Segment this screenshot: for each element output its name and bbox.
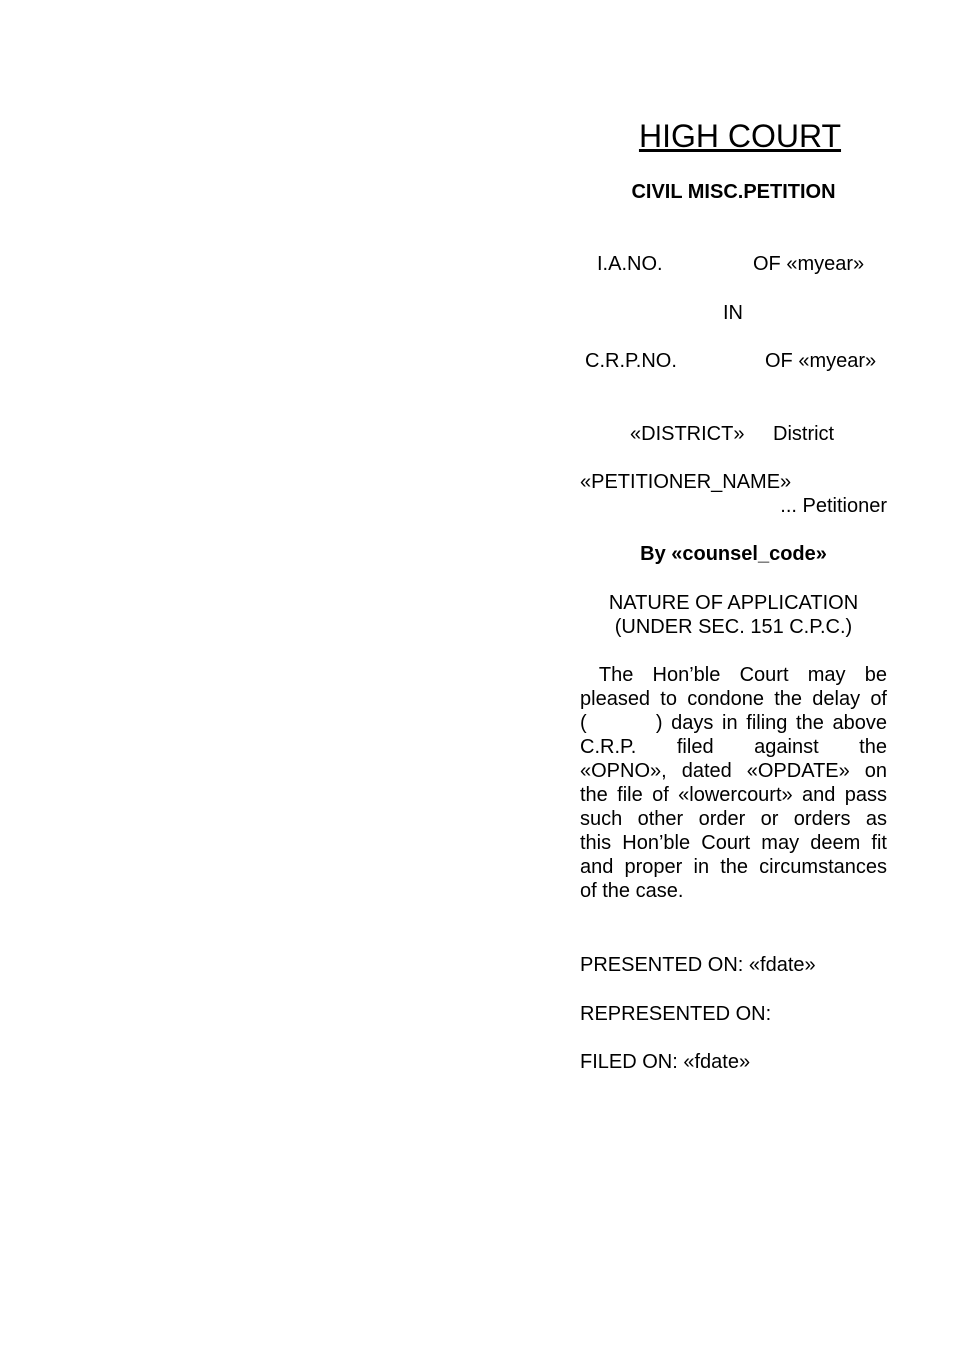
nature-section: (UNDER SEC. 151 C.P.C.) [614,616,853,638]
ia-year-field: OF «myear» [753,253,865,275]
crp-number-label: C.R.P.NO. [585,350,677,372]
nature-heading: NATURE OF APPLICATION [608,592,859,614]
document-title: HIGH COURT [638,118,842,154]
district-label: District [773,423,835,445]
body-line: C.R.P. filed against the [580,736,887,758]
body-line: The Hon’ble Court may be [580,664,887,686]
represented-on: REPRESENTED ON: [580,1003,772,1025]
body-line: and proper in the circumstances [580,856,887,878]
counsel-line: By «counsel_code» [640,543,827,565]
petitioner-name: «PETITIONER_NAME» [580,471,792,493]
body-line: ( ) days in filing the above [580,712,887,734]
body-line: pleased to condone the delay of [580,688,887,710]
body-line: «OPNO», dated «OPDATE» on [580,760,887,782]
district-field: «DISTRICT» [630,423,745,445]
body-line: of the case. [580,880,684,902]
presented-on: PRESENTED ON: «fdate» [580,954,816,976]
body-line: such other order or orders as [580,808,887,830]
body-line: the file of «lowercourt» and pass [580,784,887,806]
document-subtitle: CIVIL MISC.PETITION [631,181,836,203]
crp-year-field: OF «myear» [765,350,877,372]
filed-on: FILED ON: «fdate» [580,1051,751,1073]
petitioner-role: ... Petitioner [780,495,887,517]
application-body [580,663,887,903]
body-line: this Hon’ble Court may deem fit [580,832,887,854]
in-label: IN [723,302,743,324]
ia-number-label: I.A.NO. [597,253,663,275]
